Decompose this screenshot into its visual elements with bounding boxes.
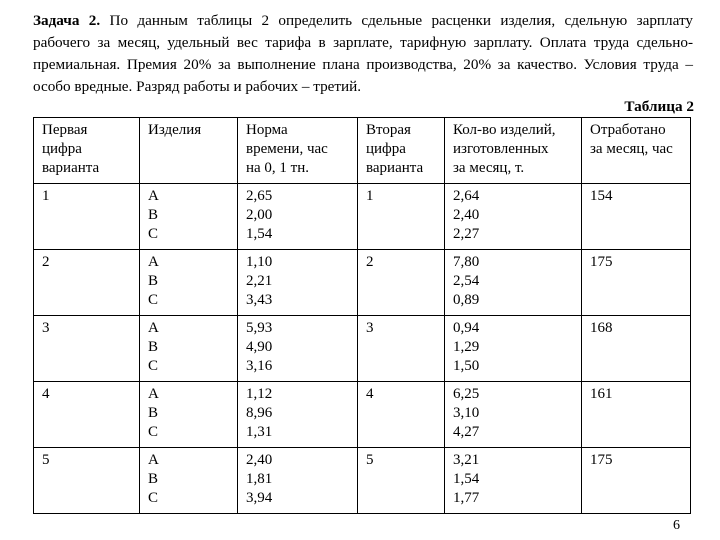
cell-value: 2,65 [246,188,273,204]
cell-value: 2,54 [453,273,480,289]
cell-second-digit: 4 [358,382,445,448]
cell-value: B [148,339,159,355]
task-title: Задача 2. [33,12,101,29]
header-line: Кол-во изделий, [453,122,556,138]
table-row [34,250,691,316]
header-line: цифра [42,141,82,157]
cell-value: C [148,490,159,506]
cell-value: B [148,207,159,223]
header-line: Изделия [148,122,202,138]
cell-value: 5,93 [246,320,273,336]
header-line: Первая [42,122,88,138]
cell-second-digit: 1 [358,184,445,250]
header-line: Норма [246,122,288,138]
cell-value: A [148,452,159,468]
table-caption: Таблица 2 [624,98,694,115]
cell-value: 1,81 [246,471,273,487]
cell-quantity [445,184,582,250]
cell-first-digit: 1 [34,184,140,250]
cell-value: 1,50 [453,358,480,374]
task-text: По данным таблицы 2 определить сдельные расценки изделия, сдельную зарплату рабочего за месяц, удельный вес тарифа в зарплате, тарифную зарплату. Оплата труда сдельно-премиальная. Премия 20% за выполнение плана производства, 20% за качество. Условия труда – особо вредные. Разряд работы и рабочих – третий. [33,12,694,95]
cell-quantity [445,382,582,448]
cell-hours: 175 [582,448,691,514]
cell-second-digit: 2 [358,250,445,316]
header-second-digit [358,118,445,184]
cell-norm [238,316,358,382]
cell-first-digit: 4 [34,382,140,448]
cell-products [140,250,238,316]
cell-value: 3,43 [246,292,273,308]
page-number: 6 [673,518,680,533]
header-line: изготовленных [453,141,549,157]
cell-norm [238,448,358,514]
cell-hours: 161 [582,382,691,448]
header-line: варианта [42,160,100,176]
cell-value: 1,54 [453,471,480,487]
cell-value: 1,77 [453,490,480,506]
cell-value: 1,10 [246,254,273,270]
header-line: на 0, 1 тн. [246,160,310,176]
cell-value: 2,40 [453,207,480,223]
header-norm [238,118,358,184]
header-line: Отработано [590,122,666,138]
header-line: Вторая [366,122,411,138]
cell-products [140,382,238,448]
cell-value: C [148,226,159,242]
cell-value: C [148,292,159,308]
cell-value: 2,40 [246,452,273,468]
cell-value: 1,12 [246,386,273,402]
table-row [34,448,691,514]
header-first-digit [34,118,140,184]
cell-value: 1,54 [246,226,273,242]
cell-value: 7,80 [453,254,480,270]
cell-value: 6,25 [453,386,480,402]
cell-value: 2,00 [246,207,273,223]
table-body [34,184,691,514]
cell-value: A [148,386,159,402]
cell-norm [238,382,358,448]
cell-value: A [148,254,159,270]
cell-products [140,316,238,382]
cell-first-digit: 3 [34,316,140,382]
cell-value: A [148,188,159,204]
cell-value: B [148,405,159,421]
cell-value: 1,31 [246,424,273,440]
cell-hours: 154 [582,184,691,250]
cell-value: 1,29 [453,339,480,355]
cell-quantity [445,448,582,514]
table-row [34,184,691,250]
cell-value: 2,27 [453,226,480,242]
header-line: за месяц, час [590,141,673,157]
task-paragraph [33,10,693,98]
header-line: времени, час [246,141,328,157]
header-products [140,118,238,184]
cell-value: 8,96 [246,405,273,421]
header-line: за месяц, т. [453,160,525,176]
cell-value: B [148,273,159,289]
cell-value: A [148,320,159,336]
header-row [34,118,691,184]
cell-value: 3,10 [453,405,480,421]
cell-value: 2,64 [453,188,480,204]
cell-hours: 175 [582,250,691,316]
cell-value: 0,94 [453,320,480,336]
cell-hours: 168 [582,316,691,382]
cell-value: C [148,358,159,374]
cell-value: C [148,424,159,440]
cell-norm [238,250,358,316]
cell-value: 4,27 [453,424,480,440]
header-line: варианта [366,160,424,176]
cell-first-digit: 5 [34,448,140,514]
cell-value: 3,21 [453,452,480,468]
cell-value: 2,21 [246,273,273,289]
cell-first-digit: 2 [34,250,140,316]
cell-value: 3,94 [246,490,273,506]
table-header [34,118,691,184]
cell-norm [238,184,358,250]
cell-quantity [445,316,582,382]
cell-products [140,448,238,514]
cell-second-digit: 5 [358,448,445,514]
data-table [33,117,691,514]
cell-value: B [148,471,159,487]
cell-second-digit: 3 [358,316,445,382]
cell-products [140,184,238,250]
cell-value: 0,89 [453,292,480,308]
cell-value: 4,90 [246,339,273,355]
cell-quantity [445,250,582,316]
table-row [34,382,691,448]
cell-value: 3,16 [246,358,273,374]
table-row [34,316,691,382]
header-quantity [445,118,582,184]
header-hours [582,118,691,184]
header-line: цифра [366,141,406,157]
